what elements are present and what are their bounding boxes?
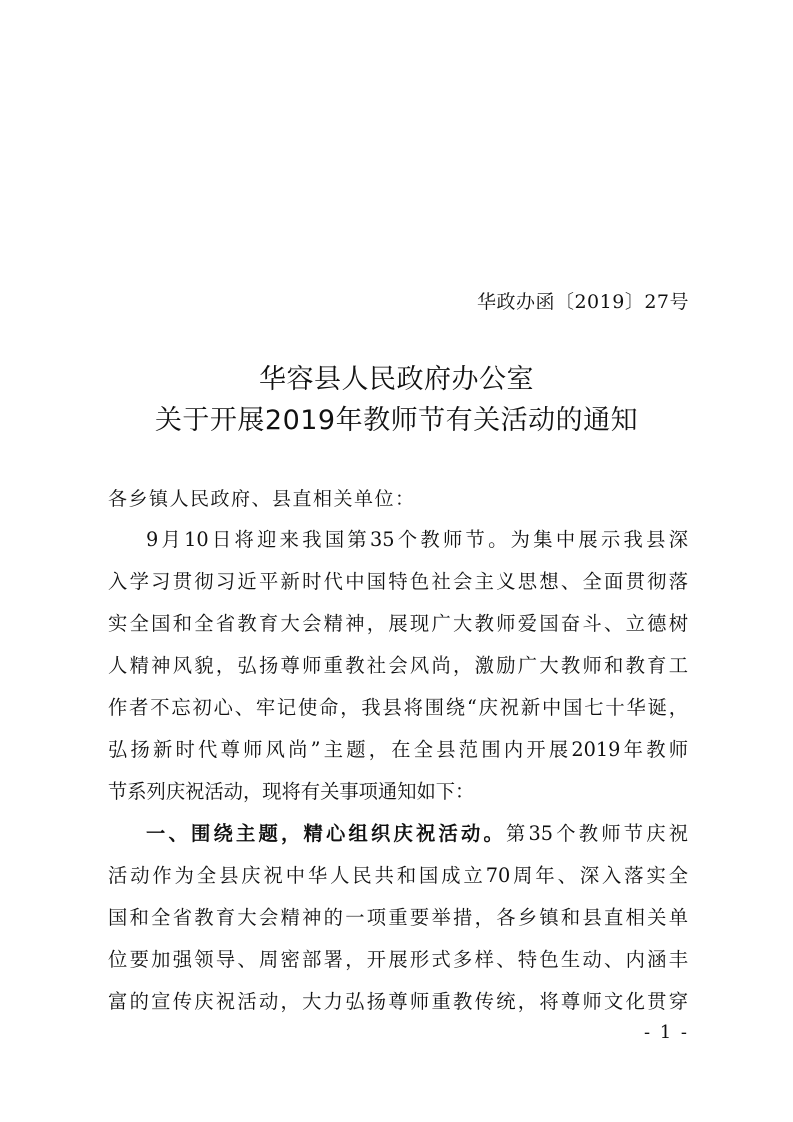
section-1-heading: 一、围绕主题，精心组织庆祝活动。 bbox=[146, 822, 506, 845]
section-1-line: 位要加强领导、周密部署，开展形式多样、特色生动、内涵丰 bbox=[108, 948, 688, 971]
section-1-line: 富的宣传庆祝活动，大力弘扬尊师重教传统，将尊师文化贯穿 bbox=[108, 990, 688, 1013]
paragraph-1-line: 9月10日将迎来我国第35个教师节。为集中展示我县深 bbox=[146, 528, 688, 551]
paragraph-1-line: 节系列庆祝活动，现将有关事项通知如下： bbox=[108, 780, 475, 803]
section-1-line: 活动作为全县庆祝中华人民共和国成立70周年、深入落实全 bbox=[108, 864, 688, 887]
paragraph-1-line: 入学习贯彻习近平新时代中国特色社会主义思想、全面贯彻落 bbox=[108, 570, 688, 593]
page-number: - 1 - bbox=[643, 1022, 689, 1043]
paragraph-1-line: 作者不忘初心、牢记使命，我县将围绕“庆祝新中国七十华诞， bbox=[108, 696, 688, 719]
section-1-first-line-rest: 第35个教师节庆祝 bbox=[505, 822, 688, 845]
paragraph-1-line: 实全国和全省教育大会精神，展现广大教师爱国奋斗、立德树 bbox=[108, 612, 688, 635]
document-number: 华政办函〔2019〕27号 bbox=[476, 291, 689, 313]
title-line-2: 关于开展2019年教师节有关活动的通知 bbox=[154, 405, 639, 436]
paragraph-1-line: 弘扬新时代尊师风尚”主题，在全县范围内开展2019年教师 bbox=[108, 738, 688, 761]
salutation: 各乡镇人民政府、县直相关单位： bbox=[108, 488, 416, 510]
section-1-line: 国和全省教育大会精神的一项重要举措，各乡镇和县直相关单 bbox=[108, 906, 688, 929]
title-line-1: 华容县人民政府办公室 bbox=[259, 364, 534, 395]
paragraph-1-line: 人精神风貌，弘扬尊师重教社会风尚，激励广大教师和教育工 bbox=[108, 654, 688, 677]
section-1-first-line bbox=[146, 818, 688, 846]
